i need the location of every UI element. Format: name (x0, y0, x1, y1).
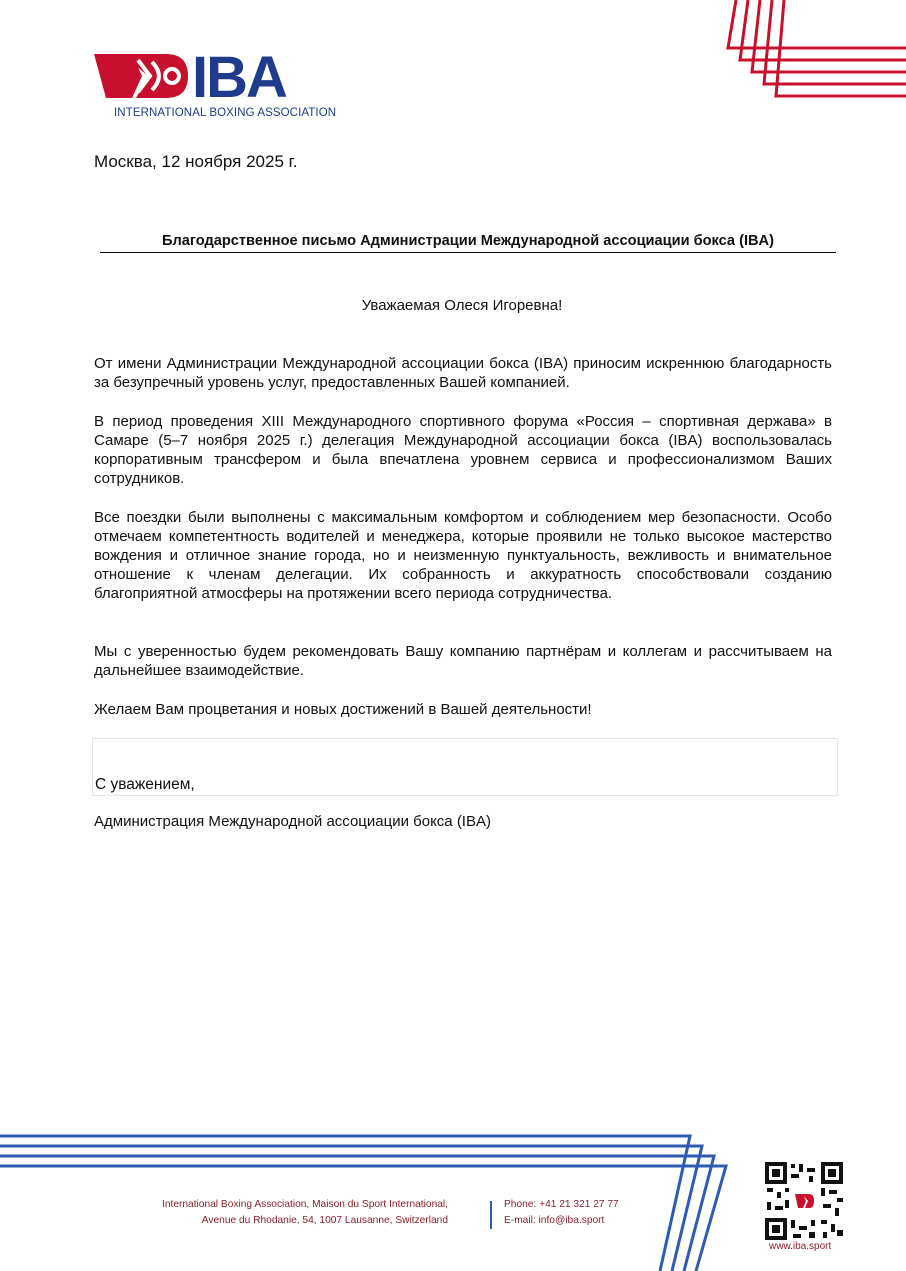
paragraph-3: Все поездки были выполнены с максимальным комфортом и соблюдением мер безопасности. Особо отмечаем компетентность водителей и менеджера, которые проявили не только высокое мастерство вождения и отличное знание города, но и неизменную пунктуальность, вежливость и внимательное отношение к членам делегации. Их собранность и аккуратность способствовали созданию благоприятной атмосферы на протяжении всего периода сотрудничества. (94, 509, 832, 602)
footer-address (100, 1197, 448, 1229)
footer-address-line-1: International Boxing Association, Maison du Sport International, (162, 1199, 448, 1210)
closing-line: С уважением, (95, 776, 195, 793)
paragraph-2: В период проведения XIII Международного спортивного форума «Россия – спортивная держава» в Самаре (5–7 ноября 2025 г.) делегация Международной ассоциации бокса (IBA) воспользовалась корпоративным трансфером и была впечатлена уровнем сервиса и профессионализмом Ваших сотрудников. (94, 413, 832, 487)
letter-title: Благодарственное письмо Администрации Международной ассоциации бокса (IBA) (100, 233, 836, 253)
footer-address-line-2: Avenue du Rhodanie, 54, 1007 Lausanne, Switzerland (201, 1215, 448, 1226)
paragraph-4: Мы с уверенностью будем рекомендовать Вашу компанию партнёрам и коллегам и рассчитываем на дальнейшее взаимодействие. (94, 643, 832, 679)
iba-logo-icon (92, 50, 188, 102)
qr-code-icon (765, 1162, 843, 1240)
paragraph-1: От имени Администрации Международной ассоциации бокса (IBA) приносим искреннюю благодарность за безупречный уровень услуг, предоставленных Вашей компанией. (94, 355, 832, 391)
signature-box (92, 738, 838, 796)
footer-website[interactable]: www.iba.sport (769, 1241, 832, 1252)
logo-subtitle: INTERNATIONAL BOXING ASSOCIATION (114, 107, 337, 119)
signature-line: Администрация Международной ассоциации бокса (IBA) (94, 813, 491, 830)
footer-contact (504, 1197, 619, 1229)
logo-wordmark: IBA (192, 45, 286, 110)
paragraph-5: Желаем Вам процветания и новых достижений в Вашей деятельности! (94, 701, 592, 718)
decorative-red-stripes (700, 0, 906, 100)
date-line: Москва, 12 ноября 2025 г. (94, 152, 298, 171)
footer-divider (490, 1201, 492, 1229)
iba-logo (92, 45, 337, 122)
footer-phone: Phone: +41 21 321 27 77 (504, 1199, 619, 1210)
footer-email[interactable]: E-mail: info@iba.sport (504, 1215, 605, 1226)
salutation: Уважаемая Олеся Игоревна! (361, 297, 563, 314)
